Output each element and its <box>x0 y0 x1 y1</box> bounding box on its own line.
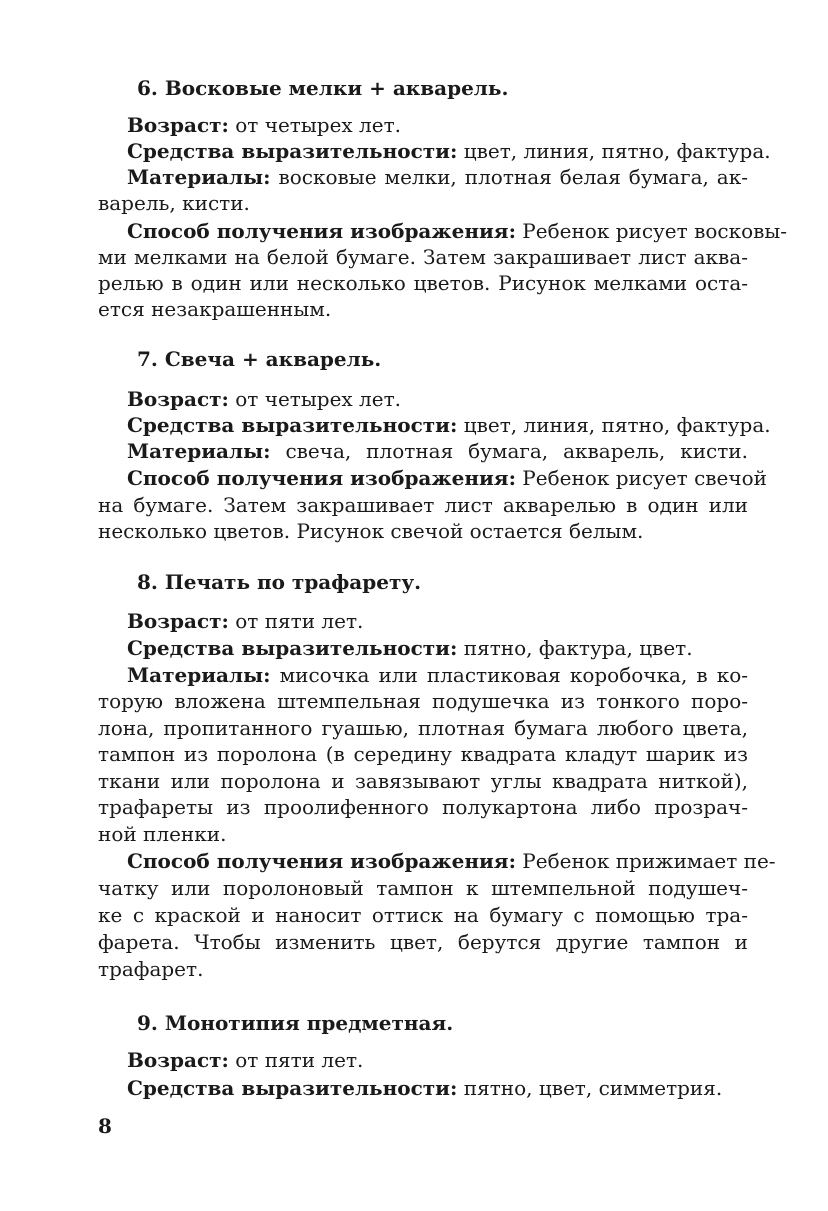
section-7-method-line: на бумаге. Затем закрашивает лист акварелью в один или <box>98 493 748 517</box>
section-7-method: Способ получения изображения: Ребенок рисует свечой <box>127 466 767 490</box>
section-8-materials-line: торую вложена штемпельная подушечка из тонкого поро- <box>98 689 748 713</box>
section-6-materials: Материалы: восковые мелки, плотная белая бумага, ак- <box>127 165 748 189</box>
section-8-age: Возраст: от пяти лет. <box>127 609 364 633</box>
page-number: 8 <box>98 1114 112 1138</box>
section-6-materials-line: варель, кисти. <box>98 191 250 215</box>
section-6-method-line: релью в один или несколько цветов. Рисунок мелками оста- <box>98 271 748 295</box>
section-8-materials-line: ной пленки. <box>98 822 227 846</box>
section-8-method-line: ке с краской и наносит оттиск на бумагу с помощью тра- <box>98 903 748 927</box>
section-6-method-line: ется незакрашенным. <box>98 297 332 321</box>
section-7-age: Возраст: от четырех лет. <box>127 387 402 411</box>
section-6-heading: 6. Восковые мелки + акварель. <box>137 76 509 100</box>
section-6-method-line: ми мелками на белой бумаге. Затем закрашивает лист аква- <box>98 245 748 269</box>
section-6-means: Средства выразительности: цвет, линия, пятно, фактура. <box>127 139 771 163</box>
section-8-method: Способ получения изображения: Ребенок прижимает пе- <box>127 849 776 873</box>
section-7-method-line: несколько цветов. Рисунок свечой остается белым. <box>98 519 644 543</box>
section-8-materials-line: тампон из поролона (в середину квадрата кладут шарик из <box>98 742 748 766</box>
section-8-materials-line: лона, пропитанного гуашью, плотная бумага любого цвета, <box>98 716 748 740</box>
section-8-materials-line: ткани или поролона и завязывают углы квадрата ниткой), <box>98 769 748 793</box>
section-8-materials-line: трафареты из проолифенного полукартона либо прозрач- <box>98 795 748 819</box>
section-7-means: Средства выразительности: цвет, линия, пятно, фактура. <box>127 413 771 437</box>
section-7-materials: Материалы: свеча, плотная бумага, акварель, кисти. <box>127 439 748 463</box>
section-6-age: Возраст: от четырех лет. <box>127 113 402 137</box>
section-9-heading: 9. Монотипия предметная. <box>137 1011 454 1035</box>
section-6-method: Способ получения изображения: Ребенок рисует восковы- <box>127 219 788 243</box>
section-7-heading: 7. Свеча + акварель. <box>137 347 382 371</box>
section-9-age: Возраст: от пяти лет. <box>127 1048 364 1072</box>
section-9-means: Средства выразительности: пятно, цвет, симметрия. <box>127 1076 723 1100</box>
section-8-heading: 8. Печать по трафарету. <box>137 570 422 594</box>
section-8-method-line: фарета. Чтобы изменить цвет, берутся другие тампон и <box>98 930 748 954</box>
section-8-method-line: чатку или поролоновый тампон к штемпельной подушеч- <box>98 876 748 900</box>
section-8-materials: Материалы: мисочка или пластиковая коробочка, в ко- <box>127 663 748 687</box>
section-8-method-line: трафарет. <box>98 957 204 981</box>
section-8-means: Средства выразительности: пятно, фактура, цвет. <box>127 636 693 660</box>
